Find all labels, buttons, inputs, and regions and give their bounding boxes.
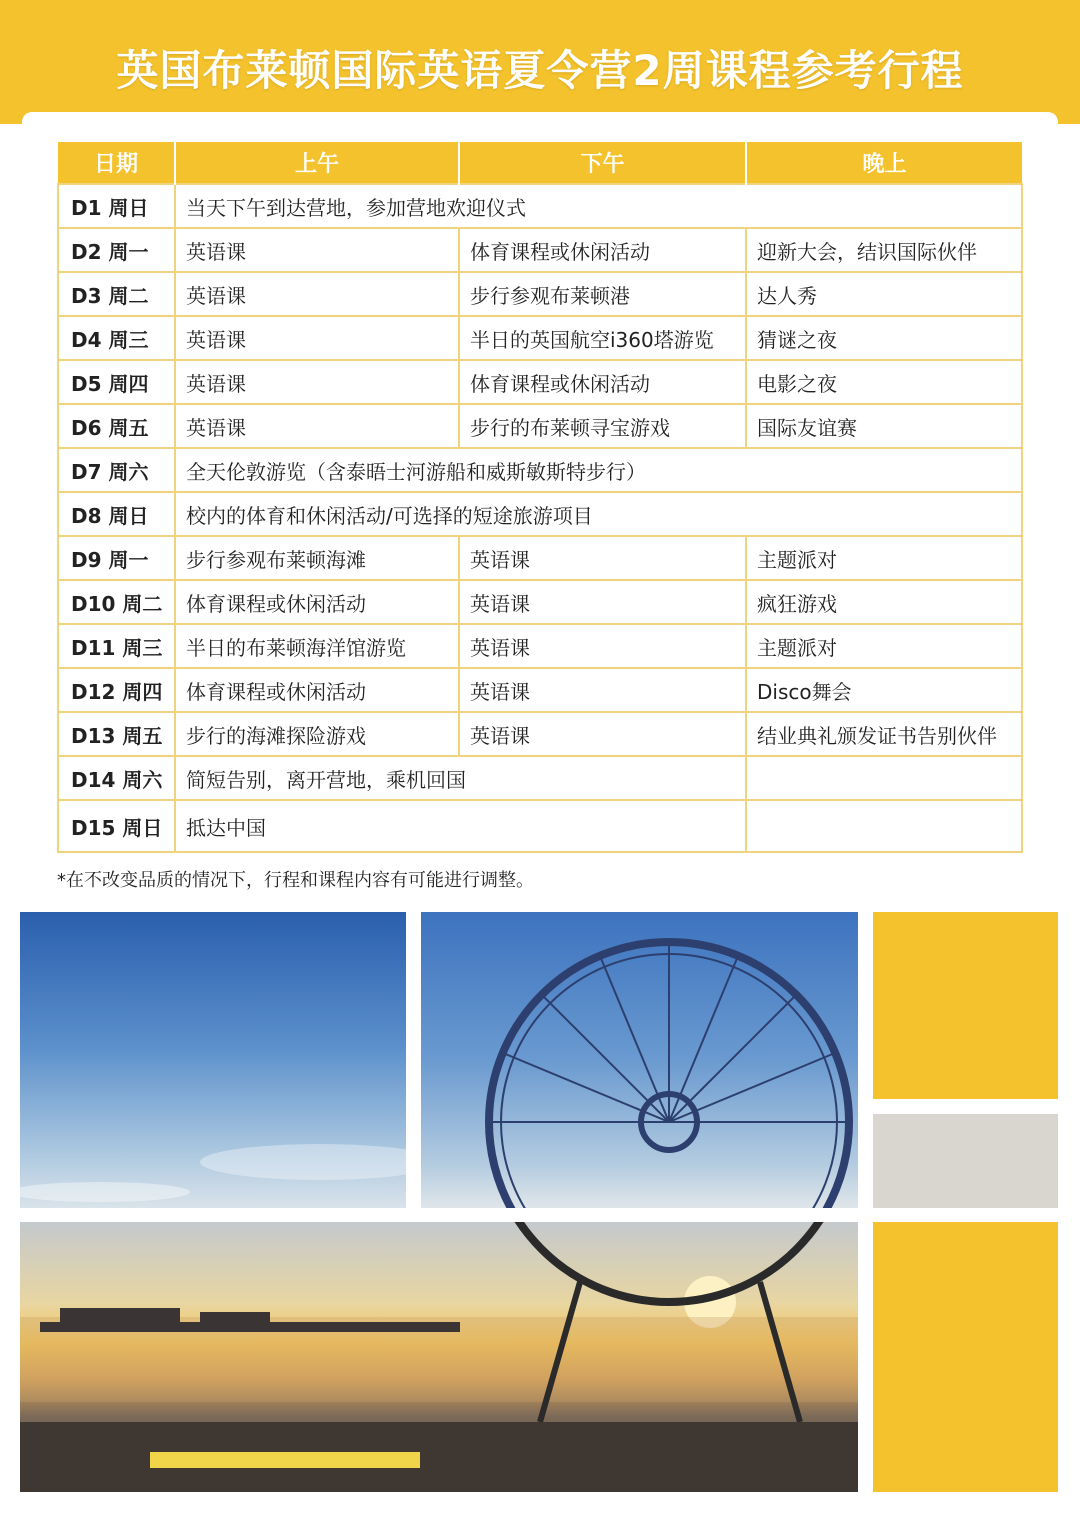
table-row bbox=[58, 448, 1022, 492]
table-row bbox=[58, 712, 1022, 756]
morning-cell: 步行的海滩探险游戏 bbox=[175, 712, 459, 756]
evening-cell: 主题派对 bbox=[746, 624, 1022, 668]
grey-block bbox=[873, 1114, 1058, 1208]
evening-cell: 主题派对 bbox=[746, 536, 1022, 580]
evening-cell bbox=[746, 800, 1022, 852]
afternoon-cell: 英语课 bbox=[459, 668, 746, 712]
sky-photo-panel bbox=[20, 912, 406, 1208]
morning-cell: 英语课 bbox=[175, 228, 459, 272]
pier-and-wheel-illustration bbox=[20, 1222, 858, 1492]
table-row bbox=[58, 668, 1022, 712]
afternoon-cell: 半日的英国航空i360塔游览 bbox=[459, 316, 746, 360]
morning-cell: 英语课 bbox=[175, 404, 459, 448]
day-cell: D15 周日 bbox=[58, 800, 175, 852]
afternoon-cell: 步行参观布莱顿港 bbox=[459, 272, 746, 316]
table-row bbox=[58, 316, 1022, 360]
table-row bbox=[58, 184, 1022, 228]
morning-cell: 步行参观布莱顿海滩 bbox=[175, 536, 459, 580]
header-evening: 晚上 bbox=[746, 142, 1022, 184]
morning-cell: 英语课 bbox=[175, 316, 459, 360]
disclaimer-note: *在不改变品质的情况下，行程和课程内容有可能进行调整。 bbox=[57, 870, 534, 891]
afternoon-cell: 英语课 bbox=[459, 712, 746, 756]
evening-cell bbox=[746, 756, 1022, 800]
header-date: 日期 bbox=[58, 142, 175, 184]
full-day-cell: 当天下午到达营地，参加营地欢迎仪式 bbox=[175, 184, 1022, 228]
day-cell: D7 周六 bbox=[58, 448, 175, 492]
day-cell: D14 周六 bbox=[58, 756, 175, 800]
evening-cell: 达人秀 bbox=[746, 272, 1022, 316]
morning-cell: 体育课程或休闲活动 bbox=[175, 580, 459, 624]
afternoon-cell: 体育课程或休闲活动 bbox=[459, 360, 746, 404]
day-cell: D10 周二 bbox=[58, 580, 175, 624]
table-row bbox=[58, 624, 1022, 668]
day-cell: D8 周日 bbox=[58, 492, 175, 536]
brighton-pier-sunset-panel bbox=[20, 1222, 858, 1492]
table-row bbox=[58, 272, 1022, 316]
full-day-cell: 全天伦敦游览（含泰晤士河游船和威斯敏斯特步行） bbox=[175, 448, 1022, 492]
table-row bbox=[58, 580, 1022, 624]
evening-cell: 迎新大会，结识国际伙伴 bbox=[746, 228, 1022, 272]
itinerary-table bbox=[57, 142, 1023, 853]
day-activity-cell: 抵达中国 bbox=[175, 800, 746, 852]
ferris-wheel-photo-panel bbox=[421, 912, 858, 1208]
morning-cell: 体育课程或休闲活动 bbox=[175, 668, 459, 712]
yellow-block-bottom bbox=[873, 1222, 1058, 1492]
header-morning: 上午 bbox=[175, 142, 459, 184]
day-cell: D3 周二 bbox=[58, 272, 175, 316]
evening-cell: 猜谜之夜 bbox=[746, 316, 1022, 360]
day-cell: D13 周五 bbox=[58, 712, 175, 756]
afternoon-cell: 英语课 bbox=[459, 580, 746, 624]
yellow-block-top bbox=[873, 912, 1058, 1099]
day-cell: D4 周三 bbox=[58, 316, 175, 360]
evening-cell: 电影之夜 bbox=[746, 360, 1022, 404]
clouds-illustration bbox=[20, 912, 406, 1208]
table-row bbox=[58, 536, 1022, 580]
table-row bbox=[58, 492, 1022, 536]
evening-cell: 疯狂游戏 bbox=[746, 580, 1022, 624]
evening-cell: 结业典礼颁发证书告别伙伴 bbox=[746, 712, 1022, 756]
day-cell: D1 周日 bbox=[58, 184, 175, 228]
evening-cell: Disco舞会 bbox=[746, 668, 1022, 712]
afternoon-cell: 英语课 bbox=[459, 624, 746, 668]
day-cell: D9 周一 bbox=[58, 536, 175, 580]
table-row bbox=[58, 756, 1022, 800]
afternoon-cell: 英语课 bbox=[459, 536, 746, 580]
table-header-row bbox=[58, 142, 1022, 184]
evening-cell: 国际友谊赛 bbox=[746, 404, 1022, 448]
table-row bbox=[58, 228, 1022, 272]
table-row bbox=[58, 800, 1022, 852]
day-cell: D6 周五 bbox=[58, 404, 175, 448]
day-cell: D2 周一 bbox=[58, 228, 175, 272]
day-activity-cell: 简短告别，离开营地，乘机回国 bbox=[175, 756, 746, 800]
morning-cell: 英语课 bbox=[175, 360, 459, 404]
table-row bbox=[58, 404, 1022, 448]
full-day-cell: 校内的体育和休闲活动/可选择的短途旅游项目 bbox=[175, 492, 1022, 536]
ferris-wheel-illustration bbox=[421, 912, 858, 1208]
day-cell: D5 周四 bbox=[58, 360, 175, 404]
page-title: 英国布莱顿国际英语夏令营2周课程参考行程 bbox=[116, 46, 964, 95]
day-cell: D11 周三 bbox=[58, 624, 175, 668]
afternoon-cell: 步行的布莱顿寻宝游戏 bbox=[459, 404, 746, 448]
afternoon-cell: 体育课程或休闲活动 bbox=[459, 228, 746, 272]
morning-cell: 英语课 bbox=[175, 272, 459, 316]
table-row bbox=[58, 360, 1022, 404]
day-cell: D12 周四 bbox=[58, 668, 175, 712]
morning-cell: 半日的布莱顿海洋馆游览 bbox=[175, 624, 459, 668]
header-afternoon: 下午 bbox=[459, 142, 746, 184]
